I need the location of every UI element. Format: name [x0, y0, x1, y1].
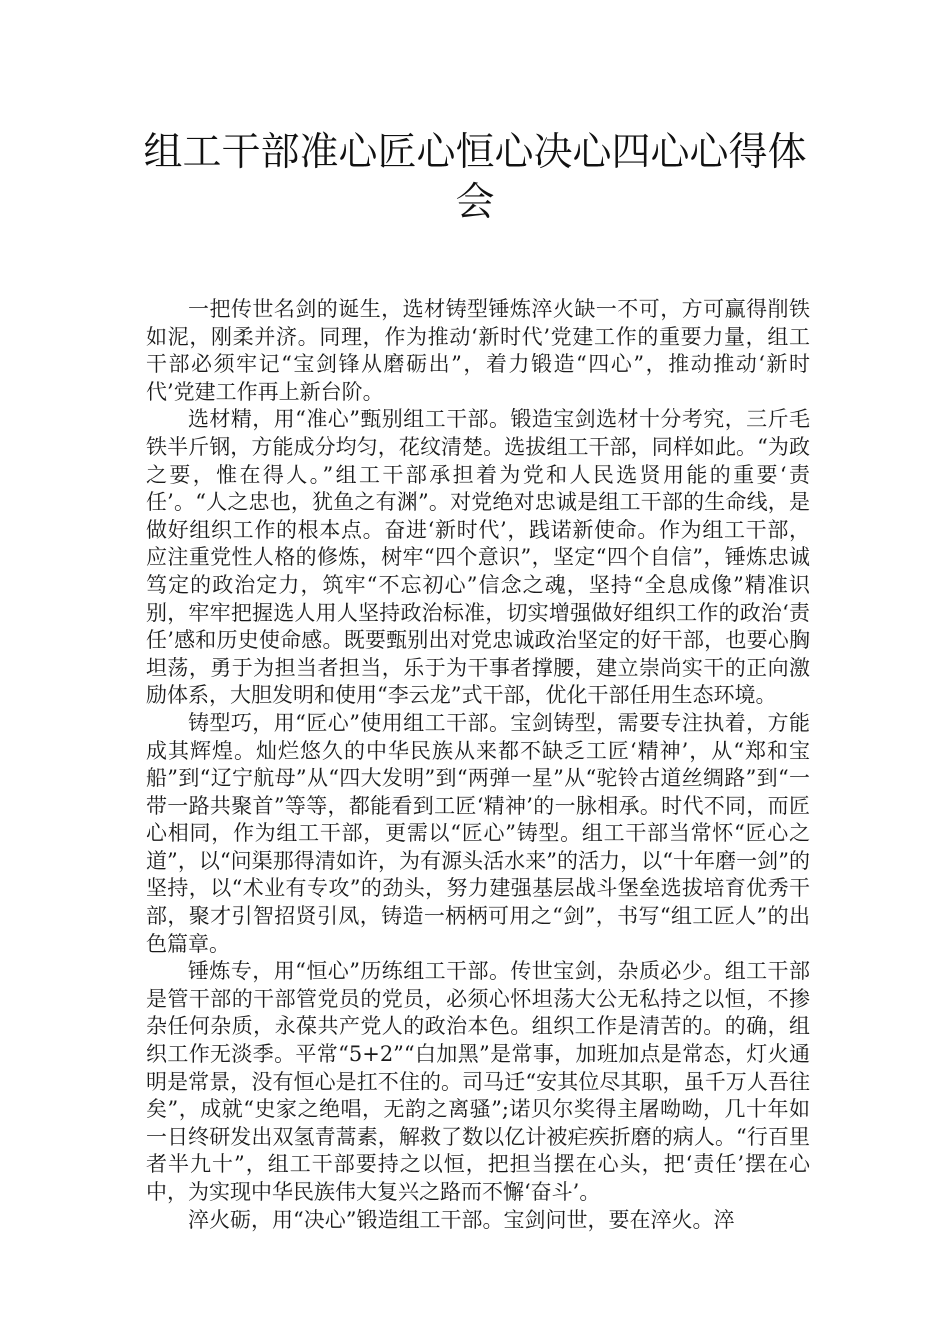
paragraph: 淬火砺，用“决心”锻造组工干部。宝剑问世，要在淬火。淬 [188, 1207, 735, 1232]
paragraph: 锤炼专，用“恒心”历练组工干部。传世宝剑，杂质必少。组工干部是管干部的干部管党员的党员，必须心怀坦荡大公无私持之以恒，不掺杂任何杂质，永葆共产党人的政治本色。组织工作是清苦的。的确，组织工作无淡季。平常“5+2”“白加黑”是常事，加班加点是常态，灯火通明是常景，没有恒心是扛不住的。司马迁“安其位尽其职，虽千万人吾往矣”，成就“史家之绝唱，无韵之离骚”;诺贝尔奖得主屠呦呦，几十年如一日终研发出双氢青蒿素，解救了数以亿计被疟疾折磨的病人。“行百里者半九十”，组工干部要持之以恒，把担当摆在心头，把‘责任’摆在心中，为实现中华民族伟大复兴之路而不懈‘奋斗’。 [146, 959, 810, 1204]
document-body [146, 296, 810, 1234]
paragraph: 一把传世名剑的诞生，选材铸型锤炼淬火缺一不可，方可赢得削铁如泥，刚柔并济。同理，作为推动‘新时代’党建工作的重要力量，组工干部必须牢记“宝剑锋从磨砺出”，着力锻造“四心”，推动推动‘新时代’党建工作再上新台阶。 [146, 297, 810, 404]
paragraph: 铸型巧，用“匠心”使用组工干部。宝剑铸型，需要专注执着，方能成其辉煌。灿烂悠久的中华民族从来都不缺乏工匠‘精神’，从“郑和宝船”到“辽宁航母”从“四大发明”到“两弹一星”从“驼铃古道丝绸路”到“一带一路共聚首”等等，都能看到工匠‘精神’的一脉相承。时代不同，而匠心相同，作为组工干部，更需以“匠心”铸型。组工干部当常怀“匠心之道”，以“问渠那得清如许，为有源头活水来”的活力，以“十年磨一剑”的坚持，以“术业有专攻”的劲头，努力建强基层战斗堡垒选拔培育优秀干部，聚才引智招贤引凤，铸造一柄柄可用之“剑”，书写“组工匠人”的出色篇章。 [146, 710, 810, 956]
paragraph: 选材精，用“准心”甄别组工干部。锻造宝剑选材十分考究，三斤毛铁半斤钢，方能成分均匀，花纹清楚。选拔组工干部，同样如此。“为政之要，惟在得人。”组工干部承担着为党和人民选贤用能的重要‘责任’。“人之忠也，犹鱼之有渊”。对党绝对忠诚是组工干部的生命线，是做好组织工作的根本点。奋进‘新时代’，践诺新使命。作为组工干部，应注重党性人格的修炼，树牢“四个意识”，坚定“四个自信”，锤炼忠诚笃定的政治定力，筑牢“不忘初心”信念之魂，坚持“全息成像”精准识别，牢牢把握选人用人坚持政治标准，切实增强做好组织工作的政治‘责任’感和历史使命感。既要甄别出对党忠诚政治坚定的好干部，也要心胸坦荡，勇于为担当者担当，乐于为干事者撑腰，建立崇尚实干的正向激励体系，大胆发明和使用“李云龙”式干部，优化干部任用生态环境。 [146, 407, 810, 708]
document-title: 组工干部准心匠心恒心决心四心心得体会 [143, 130, 807, 225]
